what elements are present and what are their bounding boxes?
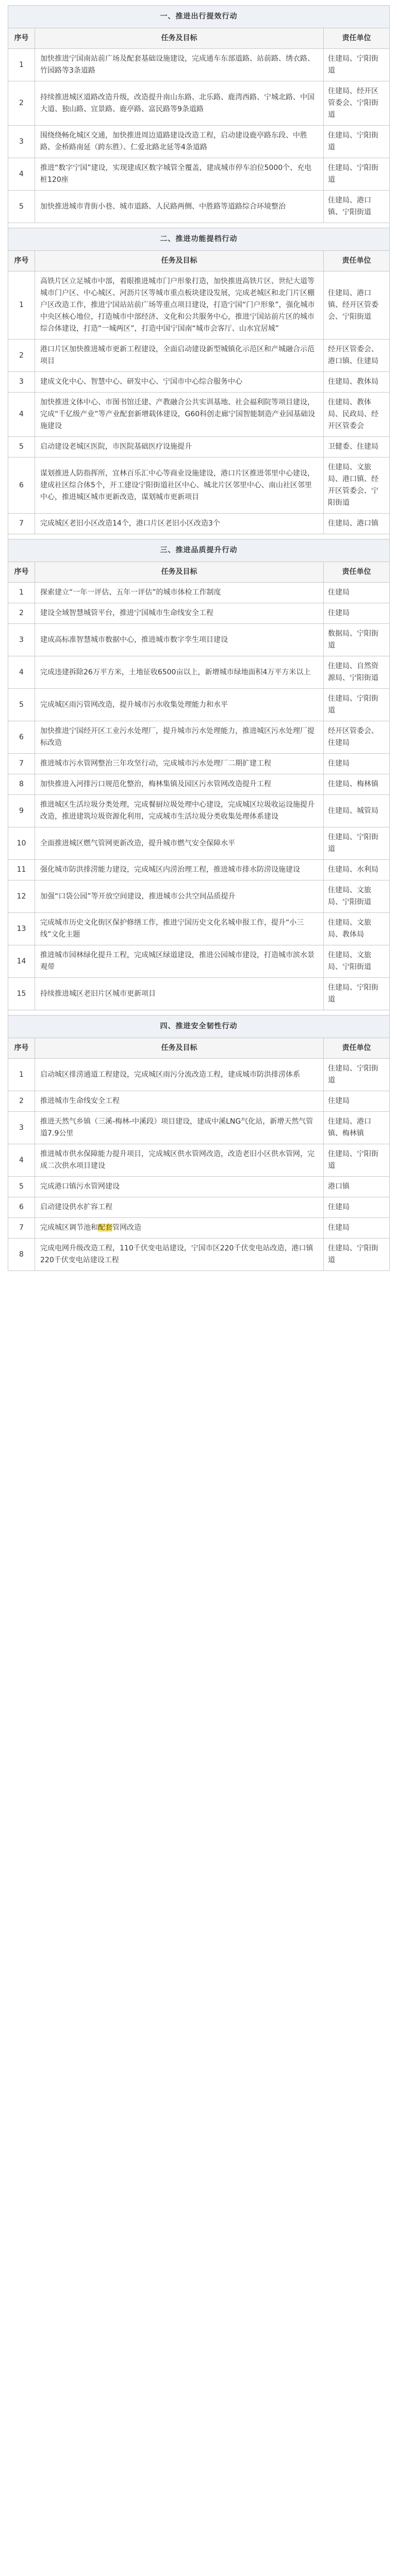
- header-row: [8, 251, 390, 272]
- task-text: [35, 81, 324, 126]
- table-row: [8, 437, 390, 457]
- header-task: 任务及目标: [35, 1038, 324, 1059]
- section-title: 三、推进品质提升行动: [8, 539, 390, 562]
- row-number: 4: [8, 158, 35, 191]
- section-title-row: [8, 1015, 390, 1038]
- table-row: [8, 1091, 390, 1112]
- task-text-tail: 管网改造: [112, 1224, 141, 1232]
- row-number: 5: [8, 689, 35, 721]
- section-title-row: [8, 6, 390, 28]
- task-text-main: 持续推进城区道路改造升级，改造提升南山东路、北乐路、鹿湾西路、宁城北路、中国大道、独山路、宜景路、鹿亭路、富民路等9条道路: [40, 93, 315, 113]
- responsible-unit: 住建局、梅林镇: [324, 774, 390, 795]
- task-table-body: [8, 6, 390, 1271]
- section-gap-cell: [8, 1010, 390, 1015]
- responsible-unit: 住建局、宁阳街道: [324, 1144, 390, 1177]
- row-number: 2: [8, 81, 35, 126]
- table-row: [8, 81, 390, 126]
- task-text: [35, 437, 324, 457]
- table-row: [8, 945, 390, 978]
- table-row: [8, 583, 390, 603]
- section-gap: [8, 534, 390, 539]
- responsible-unit: 经开区管委会、住建局: [324, 721, 390, 754]
- task-text: [35, 457, 324, 514]
- header-index: 序号: [8, 1038, 35, 1059]
- task-text: [35, 514, 324, 534]
- row-number: 2: [8, 1091, 35, 1112]
- task-text-main: 启动建设供水扩容工程: [40, 1203, 112, 1211]
- header-row: [8, 562, 390, 583]
- task-text: [35, 393, 324, 437]
- table-row: [8, 603, 390, 624]
- task-text: [35, 1112, 324, 1144]
- responsible-unit: 住建局、文旅局、教体局: [324, 913, 390, 945]
- responsible-unit: 住建局、宁阳街道: [324, 827, 390, 860]
- header-unit: 责任单位: [324, 1038, 390, 1059]
- task-text-main: 推进城市园林绿化提升工程，完成城区绿道建设，推进公园城市建设，打造城市滨水景观带: [40, 951, 315, 971]
- row-number: 12: [8, 880, 35, 913]
- task-text-main: 完成电网升级改造工程，110千伏变电站建设，宁国市区220千伏变电站改造，港口镇220千伏变电站建设工程: [40, 1244, 313, 1264]
- task-text: [35, 978, 324, 1010]
- task-text: [35, 1059, 324, 1091]
- table-row: [8, 158, 390, 191]
- responsible-unit: 住建局、宁阳街道: [324, 1239, 390, 1271]
- task-text-main: 谋划推进人防指挥所，宜林百乐汇中心等商业设施建设，港口片区推进邻里中心建设，建成社区综合体5个，开工建设宁阳街道社区中心、城北片区邻里中心、南山社区邻里中心，推进城区城市更新改造，谋划城市更新项目: [40, 469, 315, 501]
- responsible-unit: 住建局、文旅局、宁阳街道: [324, 945, 390, 978]
- section-title: 一、推进出行提效行动: [8, 6, 390, 28]
- section-title: 二、推进功能提档行动: [8, 228, 390, 251]
- task-text-main: 推进城市污水管网整治三年攻坚行动，完成城市污水处理厂二期扩建工程: [40, 759, 271, 768]
- task-text-main: 加强“口袋公园”等开放空间建设，推进城市公共空间品质提升: [40, 892, 236, 901]
- row-number: 11: [8, 860, 35, 880]
- responsible-unit: 住建局、宁阳街道: [324, 158, 390, 191]
- task-text: [35, 945, 324, 978]
- row-number: 3: [8, 126, 35, 158]
- row-number: 14: [8, 945, 35, 978]
- table-row: [8, 1239, 390, 1271]
- table-row: [8, 795, 390, 827]
- table-row: [8, 340, 390, 372]
- task-text-main: 完成港口镇污水管网建设: [40, 1182, 120, 1191]
- responsible-unit: 住建局、港口镇: [324, 514, 390, 534]
- task-text: [35, 372, 324, 393]
- header-index: 序号: [8, 562, 35, 583]
- row-number: 9: [8, 795, 35, 827]
- responsible-unit: 住建局、经开区管委会、宁阳街道: [324, 81, 390, 126]
- row-number: 6: [8, 1197, 35, 1218]
- task-text: [35, 624, 324, 656]
- task-text-main: 推进城市生命线安全工程: [40, 1097, 120, 1105]
- task-text-main: 加快推进宁国南站前广场及配套基础设施建设，完成通车东部道路、站前路、绣衣路、竹园路等3条道路: [40, 55, 315, 75]
- table-row: [8, 1144, 390, 1177]
- section-gap: [8, 1010, 390, 1015]
- task-text: [35, 721, 324, 754]
- row-number: 3: [8, 372, 35, 393]
- task-text: [35, 158, 324, 191]
- row-number: 1: [8, 49, 35, 81]
- header-index: 序号: [8, 251, 35, 272]
- task-text-main: 建成高标准智慧城市数据中心，推进城市数字孪生项目建设: [40, 635, 228, 644]
- task-text-highlight: 配套: [98, 1224, 112, 1232]
- task-text-main: 启动城区排涝通道工程建设，完成城区雨污分流改造工程，建成城市防洪排涝体系: [40, 1070, 300, 1079]
- header-task: 任务及目标: [35, 28, 324, 49]
- task-text-main: 围绕绕畅化城区交通，加快推进周边道路建设改造工程，启动建设鹿亭路东段、中胜路、金桥路南延（跨东胜）、仁爱北路北延等4条道路: [40, 131, 307, 151]
- row-number: 13: [8, 913, 35, 945]
- table-row: [8, 393, 390, 437]
- table-row: [8, 624, 390, 656]
- responsible-unit: 住建局、港口镇、宁阳街道: [324, 191, 390, 223]
- task-text: [35, 656, 324, 689]
- section-gap-cell: [8, 534, 390, 539]
- task-text: [35, 795, 324, 827]
- row-number: 4: [8, 656, 35, 689]
- table-row: [8, 272, 390, 340]
- responsible-unit: 住建局: [324, 1091, 390, 1112]
- responsible-unit: 经开区管委会、港口镇、住建局: [324, 340, 390, 372]
- table-row: [8, 827, 390, 860]
- task-text: [35, 860, 324, 880]
- table-row: [8, 860, 390, 880]
- header-index: 序号: [8, 28, 35, 49]
- responsible-unit: 住建局、港口镇、梅林镇: [324, 1112, 390, 1144]
- row-number: 6: [8, 721, 35, 754]
- row-number: 1: [8, 583, 35, 603]
- task-text: [35, 1091, 324, 1112]
- row-number: 7: [8, 1218, 35, 1239]
- responsible-unit: 住建局、宁阳街道: [324, 126, 390, 158]
- responsible-unit: 住建局、自然资源局、宁阳街道: [324, 656, 390, 689]
- responsible-unit: 住建局: [324, 1197, 390, 1218]
- task-text: [35, 1144, 324, 1177]
- task-text-main: 推进“数字宁国”建设，实现建成区数字城管全覆盖，建成城市停车泊位5000个、充电桩120座: [40, 164, 312, 184]
- task-text-main: 持续推进城区老旧片区城市更新项目: [40, 989, 156, 998]
- task-text: [35, 689, 324, 721]
- row-number: 3: [8, 1112, 35, 1144]
- row-number: 15: [8, 978, 35, 1010]
- task-text-main: 推进城区生活垃圾分类处理，完成餐厨垃圾处理中心建设，完成城区垃圾收运设施提升改造，推进建筑垃圾资源化利用，完成城市生活垃圾分类收集处理体系建设: [40, 801, 315, 821]
- task-text: [35, 191, 324, 223]
- row-number: 5: [8, 437, 35, 457]
- task-text: [35, 603, 324, 624]
- task-text: [35, 754, 324, 774]
- header-unit: 责任单位: [324, 251, 390, 272]
- header-task: 任务及目标: [35, 562, 324, 583]
- row-number: 6: [8, 457, 35, 514]
- task-text: [35, 827, 324, 860]
- table-row: [8, 1218, 390, 1239]
- table-row: [8, 457, 390, 514]
- row-number: 2: [8, 340, 35, 372]
- row-number: 1: [8, 1059, 35, 1091]
- responsible-unit: 住建局: [324, 603, 390, 624]
- responsible-unit: 住建局、宁阳街道: [324, 49, 390, 81]
- responsible-unit: 住建局、宁阳街道: [324, 978, 390, 1010]
- row-number: 8: [8, 1239, 35, 1271]
- task-text: [35, 1177, 324, 1197]
- task-text: [35, 272, 324, 340]
- table-row: [8, 721, 390, 754]
- task-text-main: 高铁片区立足城市中部，着眼推进城市门户形象打造，加快推进高铁片区、世纪大道等城市门户区、中心城区、河沥片区等城市重点板块建设发展，完成老城区和北门片区棚户区改造工作，推进宁国站站前广场等重点项目建设，打造宁国“门户形象”，强化城市中央区核心地位，打造城市中部经济、文化和公共服务中心，推进宁国站前片区的城市综合体建设，打造“一城两区”，打造中国宁国南“城市会客厅、山水宜居城”: [40, 277, 315, 333]
- task-text-main: 加快推进宁国经开区工业污水处理厂，提升城市污水处理能力，推进城区污水处理厂提标改造: [40, 727, 315, 747]
- table-row: [8, 880, 390, 913]
- table-row: [8, 978, 390, 1010]
- table-row: [8, 1177, 390, 1197]
- responsible-unit: 住建局、水利局: [324, 860, 390, 880]
- table-row: [8, 656, 390, 689]
- task-text-main: 港口片区加快推进城市更新工程建设，全面启动建设新型城镇化示范区和产城融合示范项目: [40, 345, 315, 365]
- section-gap: [8, 223, 390, 228]
- task-text-main: 完成城市历史文化街区保护修缮工作，推进宁国历史文化名城申报工作，提升“小三线”文化主题: [40, 919, 304, 939]
- responsible-unit: 住建局、宁阳街道: [324, 1059, 390, 1091]
- section-gap-cell: [8, 223, 390, 228]
- task-text-main: 完成城区雨污管网改造，提升城市污水收集处理能力和水平: [40, 700, 228, 709]
- section-title-row: [8, 539, 390, 562]
- task-text-main: 完成违建拆除26万平方米，土地征收6500亩以上，新增城市绿地面积4万平方米以上: [40, 668, 311, 676]
- header-unit: 责任单位: [324, 562, 390, 583]
- header-row: [8, 1038, 390, 1059]
- task-text-main: 全面推进城区燃气管网更新改造，提升城市燃气安全保障水平: [40, 839, 235, 848]
- task-text-main: 建设全域智慧城管平台，推进宁国城市生命线安全工程: [40, 609, 213, 617]
- task-text: [35, 1197, 324, 1218]
- section-title-row: [8, 228, 390, 251]
- task-text: [35, 913, 324, 945]
- task-text: [35, 126, 324, 158]
- table-row: [8, 754, 390, 774]
- responsible-unit: 住建局、文旅局、港口镇、经开区管委会、宁阳街道: [324, 457, 390, 514]
- row-number: 4: [8, 393, 35, 437]
- task-text-main: 加快推进城市背街小巷、城市道路、人民路两侧、中胜路等道路综合环境整治: [40, 202, 286, 211]
- row-number: 3: [8, 624, 35, 656]
- task-text-main: 建成文化中心、智慧中心、研发中心、宁国市中心综合服务中心: [40, 378, 242, 386]
- responsible-unit: 卫健委、住建局: [324, 437, 390, 457]
- table-row: [8, 191, 390, 223]
- row-number: 4: [8, 1144, 35, 1177]
- row-number: 10: [8, 827, 35, 860]
- responsible-unit: 数据局、宁阳街道: [324, 624, 390, 656]
- document: [8, 0, 389, 1278]
- row-number: 8: [8, 774, 35, 795]
- header-unit: 责任单位: [324, 28, 390, 49]
- row-number: 5: [8, 1177, 35, 1197]
- task-text: [35, 583, 324, 603]
- table-row: [8, 372, 390, 393]
- table-row: [8, 126, 390, 158]
- responsible-unit: 住建局: [324, 754, 390, 774]
- header-task: 任务及目标: [35, 251, 324, 272]
- row-number: 7: [8, 514, 35, 534]
- task-text-main: 推进天然气乡镇（三溪-梅林-中溪段）项目建设，建成中溪LNG气化站，新增天然气管道7.9公里: [40, 1117, 313, 1138]
- task-text: [35, 880, 324, 913]
- table-row: [8, 1112, 390, 1144]
- task-text-main: 推进城市供水保障能力提升项目，完成城区供水管网改造，改造老旧小区供水管网，完成二次供水项目建设: [40, 1150, 315, 1170]
- table-row: [8, 1059, 390, 1091]
- table-row: [8, 913, 390, 945]
- row-number: 2: [8, 603, 35, 624]
- responsible-unit: 住建局、教体局、民政局、经开区管委会: [324, 393, 390, 437]
- task-text: [35, 1218, 324, 1239]
- responsible-unit: 住建局、港口镇、经开区管委会、宁阳街道: [324, 272, 390, 340]
- task-text-main: 加快推进文体中心、市图书馆迁建、产教融合公共实训基地、社会福利院等项目建设，完成“千亿级产业”等产业配套新增载体建设，G60科创走廊宁国智能制造产业园基础设施建设: [40, 398, 316, 430]
- row-number: 7: [8, 754, 35, 774]
- task-text-main: 强化城市防洪排涝能力建设，完成城区内涝治理工程，推进城市排水防涝设施建设: [40, 866, 300, 874]
- row-number: 1: [8, 272, 35, 340]
- task-text-main: 加快推进入河排污口规范化整治，梅林集镇及园区污水管网改造提升工程: [40, 780, 271, 788]
- table-row: [8, 1197, 390, 1218]
- table-row: [8, 49, 390, 81]
- responsible-unit: 港口镇: [324, 1177, 390, 1197]
- responsible-unit: 住建局: [324, 583, 390, 603]
- task-text-main: 完成城区老旧小区改造14个，港口片区老旧小区改造3个: [40, 519, 220, 528]
- responsible-unit: 住建局、教体局: [324, 372, 390, 393]
- table-row: [8, 774, 390, 795]
- task-text: [35, 340, 324, 372]
- task-text-main: 启动建设老城区医院，市医院基础医疗设施提升: [40, 443, 192, 451]
- table-row: [8, 689, 390, 721]
- responsible-unit: 住建局、宁阳街道: [324, 689, 390, 721]
- task-text-main: 完成城区调节池和: [40, 1224, 98, 1232]
- header-row: [8, 28, 390, 49]
- task-text: [35, 1239, 324, 1271]
- task-text: [35, 774, 324, 795]
- row-number: 5: [8, 191, 35, 223]
- task-table: [8, 5, 390, 1271]
- table-row: [8, 514, 390, 534]
- responsible-unit: 住建局、文旅局、宁阳街道: [324, 880, 390, 913]
- responsible-unit: 住建局、城管局: [324, 795, 390, 827]
- task-text: [35, 49, 324, 81]
- responsible-unit: 住建局: [324, 1218, 390, 1239]
- task-text-main: 探索建立“一年一评估、五年一评估”的城市体检工作制度: [40, 588, 221, 597]
- section-title: 四、推进安全韧性行动: [8, 1015, 390, 1038]
